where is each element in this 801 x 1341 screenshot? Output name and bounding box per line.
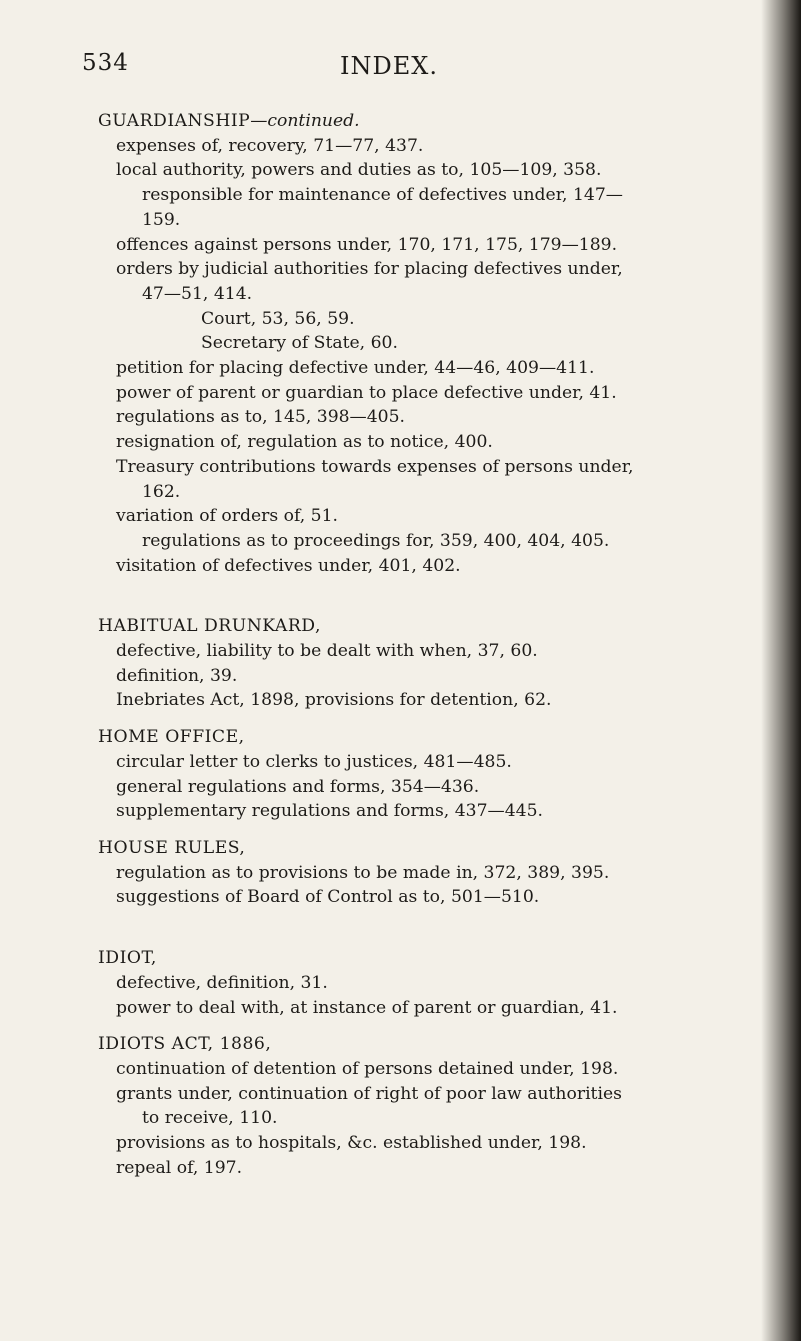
entry-heading-idiots-act: IDIOTS ACT, 1886,	[98, 1034, 272, 1055]
subentry: regulation as to provisions to be made in, 372, 389, 395.	[116, 862, 610, 883]
subentry: grants under, continuation of right of poor law authorities	[116, 1083, 622, 1104]
entry-heading-guardianship	[98, 109, 758, 134]
entry-heading-house-rules: HOUSE RULES,	[98, 837, 246, 858]
subentry: regulations as to proceedings for, 359, 400, 404, 405.	[142, 530, 610, 551]
subentry: expenses of, recovery, 71—77, 437.	[116, 135, 424, 156]
page-number: 534	[82, 50, 129, 76]
subentry: Court, 53, 56, 59.	[201, 308, 355, 329]
subentry: visitation of defectives under, 401, 402.	[116, 555, 461, 576]
subentry: offences against persons under, 170, 171, 175, 179—189.	[116, 234, 618, 255]
subentry: Inebriates Act, 1898, provisions for detention, 62.	[116, 690, 552, 711]
running-head: INDEX.	[340, 52, 438, 80]
subentry: definition, 39.	[116, 665, 238, 686]
subentry: regulations as to, 145, 398—405.	[116, 407, 406, 428]
subentry: general regulations and forms, 354—436.	[116, 776, 480, 797]
subentry: orders by judicial authorities for placing defectives under,	[116, 259, 623, 280]
entry-heading-habitual-drunkard: HABITUAL DRUNKARD,	[98, 616, 321, 637]
subentry: responsible for maintenance of defectives under, 147—	[142, 185, 623, 206]
subentry: variation of orders of, 51.	[116, 506, 338, 527]
index-body	[98, 109, 758, 1180]
subentry-continuation: to receive, 110.	[142, 1108, 278, 1129]
page-header	[0, 50, 760, 84]
subentry-continuation: 162.	[142, 481, 181, 502]
subentry: continuation of detention of persons detained under, 198.	[116, 1058, 619, 1079]
entry-heading-home-office: HOME OFFICE,	[98, 727, 245, 748]
subentry: circular letter to clerks to justices, 481—485.	[116, 751, 512, 772]
subentry: provisions as to hospitals, &c. established under, 198.	[116, 1133, 587, 1154]
subentry: defective, definition, 31.	[116, 972, 328, 993]
subentry: Secretary of State, 60.	[201, 333, 398, 354]
subentry-continuation: 159.	[142, 209, 181, 230]
subentry: Treasury contributions towards expenses of persons under,	[116, 456, 634, 477]
continued-label: —continued.	[250, 111, 360, 131]
subentry: power to deal with, at instance of parent or guardian, 41.	[116, 997, 618, 1018]
page-edge-shadow	[761, 0, 801, 1341]
subentry: supplementary regulations and forms, 437—445.	[116, 801, 543, 822]
subentry: power of parent or guardian to place defective under, 41.	[116, 382, 617, 403]
subentry: suggestions of Board of Control as to, 501—510.	[116, 887, 540, 908]
subentry: local authority, powers and duties as to, 105—109, 358.	[116, 160, 602, 181]
subentry: repeal of, 197.	[116, 1157, 243, 1178]
subentry-continuation: 47—51, 414.	[142, 283, 253, 304]
heading-text: GUARDIANSHIP	[98, 111, 251, 131]
subentry: petition for placing defective under, 44—46, 409—411.	[116, 358, 595, 379]
subentry: defective, liability to be dealt with when, 37, 60.	[116, 641, 538, 662]
entry-heading-idiot: IDIOT,	[98, 948, 157, 969]
subentry: resignation of, regulation as to notice, 400.	[116, 432, 493, 453]
